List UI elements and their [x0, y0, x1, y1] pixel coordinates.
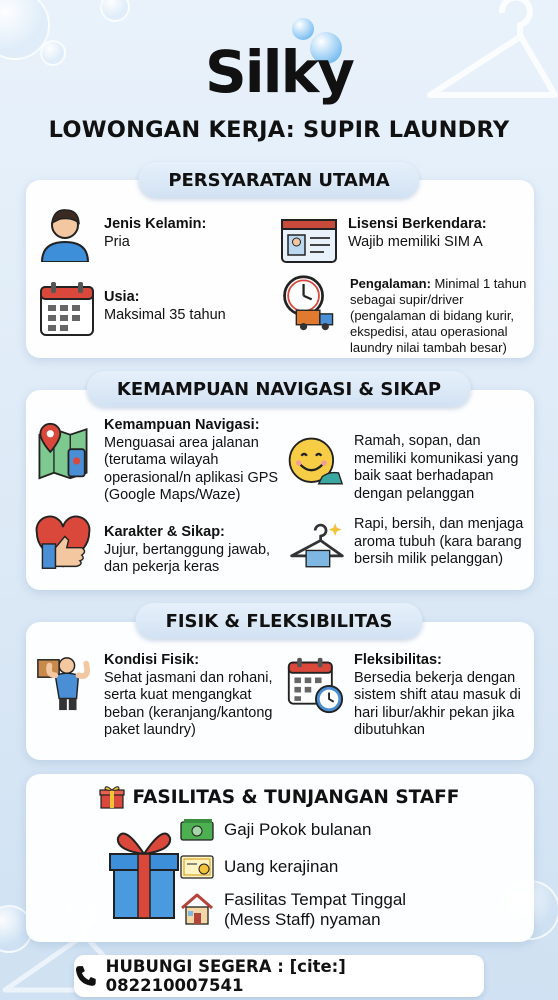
license-label: Lisensi Berkendara: [348, 216, 487, 232]
smile-iron-icon [286, 434, 344, 492]
phone-icon [74, 964, 98, 988]
clock-truck-icon [280, 274, 338, 332]
flexibility-label: Fleksibilitas: [354, 652, 442, 668]
house-icon [180, 892, 214, 926]
contact-text: HUBUNGI SEGERA : [cite:] 082210007541 [105, 957, 346, 995]
person-icon [36, 204, 94, 262]
license-value: Wajib memiliki SIM A [348, 233, 483, 250]
flexibility-value: Bersedia bekerja dengan sistem shift atau masuk di hari libur/akhir pekan jika dibutuhkan [354, 669, 521, 738]
page-title: LOWONGAN KERJA: SUPIR LAUNDRY [48, 117, 510, 143]
condition-value: Sehat jasmani dan rohani, serta kuat mengangkat beban (keranjang/kantong paket laundry) [104, 669, 273, 738]
map-pin-icon [34, 422, 92, 480]
nav-skill-value: Menguasai area jalanan (terutama wilayah operasional/n aplikasi GPS (Google Maps/Waze) [104, 434, 279, 503]
certificate-icon [180, 854, 214, 880]
id-card-icon [280, 212, 338, 270]
gender-label: Jenis Kelamin: [104, 216, 207, 232]
physical-heading: FISIK & FLEKSIBILITAS [136, 603, 423, 639]
cash-icon [180, 818, 214, 842]
heart-thumb-icon [34, 514, 92, 572]
navigation-heading: KEMAMPUAN NAVIGASI & SIKAP [87, 371, 471, 407]
contact-banner[interactable] [74, 955, 484, 997]
nav-skill-label: Kemampuan Navigasi: [104, 417, 260, 433]
benefit-housing: Fasilitas Tempat Tinggal (Mess Staff) nyaman [224, 890, 407, 929]
character-label: Karakter & Sikap: [104, 524, 225, 540]
clean-value: Rapi, bersih, dan menjaga aroma tubuh (kara barang bersih milik pelanggan) [354, 516, 524, 567]
character-value: Jujur, bertanggung jawab, dan pekerja keras [104, 541, 271, 575]
calendar-icon [38, 280, 96, 338]
bubble-decor [100, 0, 130, 22]
friendly-value: Ramah, sopan, dan memiliki komunikasi yang baik saat berhadapan dengan pelanggan [354, 433, 519, 502]
hanger-towel-icon [288, 516, 346, 574]
benefit-diligence: Uang kerajinan [224, 857, 339, 876]
brand-logo: Silky [205, 38, 353, 106]
age-label: Usia: [104, 289, 140, 305]
calendar-clock-icon [286, 656, 344, 714]
gender-value: Pria [104, 233, 130, 250]
strong-man-icon [34, 654, 92, 712]
benefits-heading: FASILITAS & TUNJANGAN STAFF [132, 786, 460, 808]
benefit-salary: Gaji Pokok bulanan [224, 820, 372, 839]
age-value: Maksimal 35 tahun [104, 306, 226, 323]
condition-label: Kondisi Fisik: [104, 652, 200, 668]
bubble-decor [292, 18, 314, 40]
experience-label: Pengalaman: [350, 276, 431, 291]
gift-icon [99, 784, 125, 810]
requirements-heading: PERSYARATAN UTAMA [138, 162, 419, 198]
big-gift-icon [104, 828, 184, 920]
experience-value: Minimal 1 tahun sebagai supir/driver (pengalaman di bidang kurir, ekspedisi, atau operasional laundry nilai tambah besar) [350, 276, 527, 355]
